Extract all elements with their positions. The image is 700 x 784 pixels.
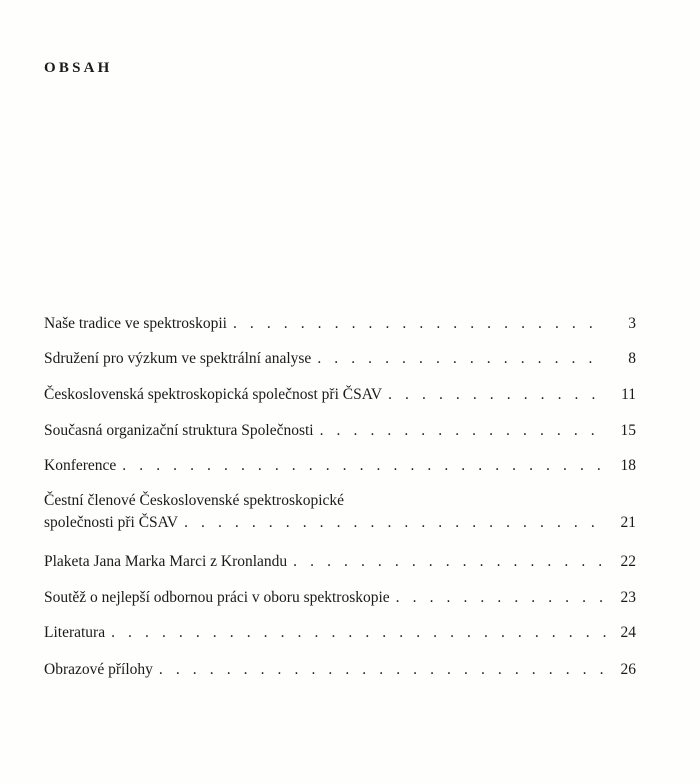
toc-entry [44,659,636,681]
dot-leader [320,420,606,442]
toc-entry [44,587,636,609]
toc-entry-page: 22 [620,553,636,570]
toc-entry-page: 26 [620,661,636,678]
toc-entry [44,455,636,477]
toc-entry-page: 23 [620,589,636,606]
dot-leader [184,512,606,534]
toc-entry-page: 11 [621,386,636,403]
toc-entry [44,348,636,370]
toc-entry-title: společnosti při ČSAV [44,514,179,531]
dot-leader [317,348,606,370]
toc-entry-page: 21 [620,514,636,531]
toc-entry-page: 18 [620,457,636,474]
toc-entry-title: Literatura [44,624,106,641]
toc-entry-page: 3 [628,315,636,332]
toc-entry [44,420,636,442]
contents-heading: OBSAH [44,60,113,76]
toc-entry-page: 24 [620,624,636,641]
toc-entry-title: Obrazové přílohy [44,661,153,678]
dot-leader [111,622,606,644]
dot-leader [388,384,606,406]
toc-entry-title: Soutěž o nejlepší odbornou práci v oboru spektroskopie [44,589,390,606]
toc-entry-title-line1: Čestní členové Československé spektroskopické [44,492,345,509]
toc-entry-title: Plaketa Jana Marka Marci z Kronlandu [44,553,288,570]
toc-entry-title: Konference [44,457,117,474]
toc-entry [44,313,636,335]
toc-entry-title: Současná organizační struktura Společnosti [44,422,314,439]
toc-entry-page: 15 [620,422,636,439]
toc-entry [44,384,636,406]
toc-entry [44,551,636,573]
dot-leader [293,551,606,573]
toc-entry [44,490,636,534]
dot-leader [122,455,606,477]
dot-leader [233,313,606,335]
toc-entry-page: 8 [628,350,636,367]
dot-leader [159,659,606,681]
toc-entry-title: Sdružení pro výzkum ve spektrální analyse [44,350,312,367]
toc-entry-title: Naše tradice ve spektroskopii [44,315,227,332]
toc-entry [44,622,636,644]
toc-entry-title: Československá spektroskopická společnost při ČSAV [44,386,383,403]
dot-leader [396,587,606,609]
